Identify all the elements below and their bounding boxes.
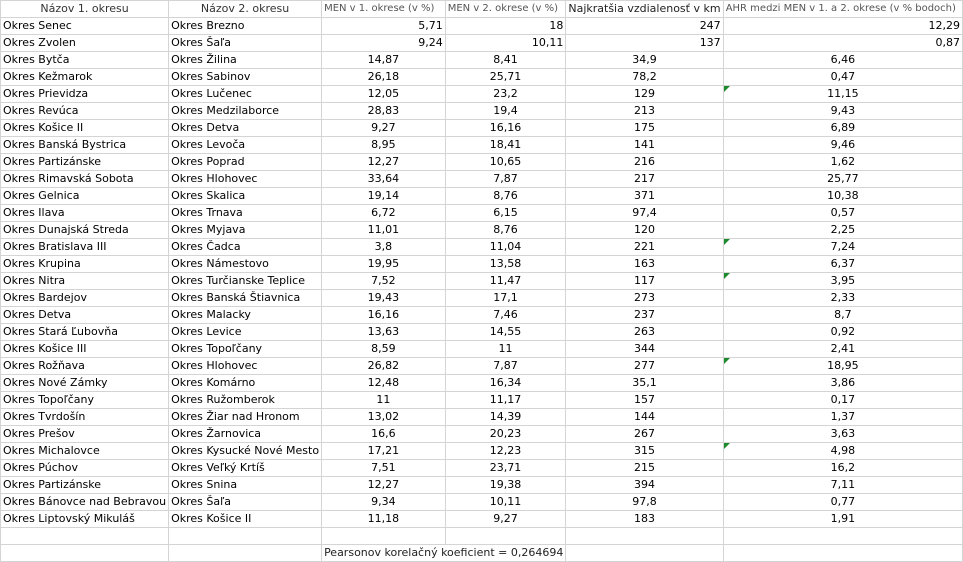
unemployment-2-cell[interactable]: 25,71 xyxy=(445,69,566,86)
table-row xyxy=(1,307,963,324)
district-1-cell[interactable]: Okres Košice III xyxy=(1,341,169,358)
district-2-cell[interactable]: Okres Malacky xyxy=(169,307,322,324)
unemployment-2-cell[interactable]: 9,27 xyxy=(445,511,566,528)
blank-row xyxy=(1,528,963,545)
district-2-cell[interactable]: Okres Myjava xyxy=(169,222,322,239)
district-1-cell[interactable]: Okres Púchov xyxy=(1,460,169,477)
distance-cell[interactable]: 120 xyxy=(566,222,723,239)
difference-cell[interactable]: 6,37 xyxy=(723,256,962,273)
district-2-cell[interactable]: Okres Ružomberok xyxy=(169,392,322,409)
unemployment-2-cell[interactable]: 7,87 xyxy=(445,171,566,188)
district-2-cell[interactable]: Okres Skalica xyxy=(169,188,322,205)
distance-cell[interactable]: 34,9 xyxy=(566,52,723,69)
header-cell-district-2[interactable]: Názov 2. okresu xyxy=(169,1,322,18)
difference-cell[interactable]: 7,11 xyxy=(723,477,962,494)
table-row xyxy=(1,392,963,409)
table-row xyxy=(1,35,963,52)
unemployment-2-cell[interactable]: 19,4 xyxy=(445,103,566,120)
unemployment-1-cell[interactable]: 7,51 xyxy=(322,460,446,477)
district-1-cell[interactable]: Okres Detva xyxy=(1,307,169,324)
unemployment-1-cell[interactable]: 8,59 xyxy=(322,341,446,358)
empty-cell[interactable] xyxy=(723,528,962,545)
difference-cell[interactable]: 3,86 xyxy=(723,375,962,392)
header-cell-unemployment-2[interactable]: MEN v 2. okrese (v %) xyxy=(445,1,566,18)
unemployment-2-cell[interactable]: 19,38 xyxy=(445,477,566,494)
table-row xyxy=(1,443,963,460)
district-2-cell[interactable]: Okres Hlohovec xyxy=(169,171,322,188)
table-row xyxy=(1,52,963,69)
district-2-cell[interactable]: Okres Žarnovica xyxy=(169,426,322,443)
district-1-cell[interactable]: Okres Michalovce xyxy=(1,443,169,460)
unemployment-2-cell[interactable]: 16,34 xyxy=(445,375,566,392)
table-row xyxy=(1,290,963,307)
empty-cell[interactable] xyxy=(566,528,723,545)
district-2-cell[interactable]: Okres Šaľa xyxy=(169,494,322,511)
difference-cell[interactable]: 9,46 xyxy=(723,137,962,154)
table-row xyxy=(1,137,963,154)
district-2-cell[interactable]: Okres Veľký Krtíš xyxy=(169,460,322,477)
distance-cell[interactable]: 344 xyxy=(566,341,723,358)
unemployment-1-cell[interactable]: 26,82 xyxy=(322,358,446,375)
unemployment-2-cell[interactable]: 8,41 xyxy=(445,52,566,69)
difference-cell[interactable]: 3,95 xyxy=(723,273,962,290)
table-row xyxy=(1,324,963,341)
empty-cell[interactable] xyxy=(1,528,169,545)
unemployment-2-cell[interactable]: 17,1 xyxy=(445,290,566,307)
district-1-cell[interactable]: Okres Senec xyxy=(1,18,169,35)
distance-cell[interactable]: 141 xyxy=(566,137,723,154)
table-row xyxy=(1,18,963,35)
difference-cell[interactable]: 1,62 xyxy=(723,154,962,171)
distance-cell[interactable]: 157 xyxy=(566,392,723,409)
unemployment-2-cell[interactable]: 23,2 xyxy=(445,86,566,103)
empty-cell[interactable] xyxy=(1,545,169,562)
difference-cell[interactable]: 0,92 xyxy=(723,324,962,341)
table-row xyxy=(1,358,963,375)
district-2-cell[interactable]: Okres Turčianske Teplice xyxy=(169,273,322,290)
district-1-cell[interactable]: Okres Ilava xyxy=(1,205,169,222)
distance-cell[interactable]: 217 xyxy=(566,171,723,188)
district-2-cell[interactable]: Okres Hlohovec xyxy=(169,358,322,375)
difference-cell[interactable]: 0,77 xyxy=(723,494,962,511)
district-1-cell[interactable]: Okres Bratislava III xyxy=(1,239,169,256)
distance-cell[interactable]: 216 xyxy=(566,154,723,171)
unemployment-1-cell[interactable]: 12,27 xyxy=(322,154,446,171)
table-row xyxy=(1,103,963,120)
district-1-cell[interactable]: Okres Prešov xyxy=(1,426,169,443)
table-row xyxy=(1,426,963,443)
unemployment-1-cell[interactable]: 12,48 xyxy=(322,375,446,392)
unemployment-2-cell[interactable]: 10,11 xyxy=(445,35,566,52)
difference-cell[interactable]: 4,98 xyxy=(723,443,962,460)
district-2-cell[interactable]: Okres Brezno xyxy=(169,18,322,35)
unemployment-2-cell[interactable]: 11 xyxy=(445,341,566,358)
unemployment-2-cell[interactable]: 23,71 xyxy=(445,460,566,477)
difference-cell[interactable]: 10,38 xyxy=(723,188,962,205)
difference-cell[interactable]: 11,15 xyxy=(723,86,962,103)
distance-cell[interactable]: 163 xyxy=(566,256,723,273)
district-2-cell[interactable]: Okres Banská Štiavnica xyxy=(169,290,322,307)
distance-cell[interactable]: 315 xyxy=(566,443,723,460)
unemployment-1-cell[interactable]: 7,52 xyxy=(322,273,446,290)
difference-cell[interactable]: 2,25 xyxy=(723,222,962,239)
distance-cell[interactable]: 267 xyxy=(566,426,723,443)
unemployment-1-cell[interactable]: 26,18 xyxy=(322,69,446,86)
unemployment-2-cell[interactable]: 14,55 xyxy=(445,324,566,341)
unemployment-2-cell[interactable]: 12,23 xyxy=(445,443,566,460)
district-1-cell[interactable]: Okres Partizánske xyxy=(1,477,169,494)
unemployment-1-cell[interactable]: 9,27 xyxy=(322,120,446,137)
distance-cell[interactable]: 213 xyxy=(566,103,723,120)
district-2-cell[interactable]: Okres Snina xyxy=(169,477,322,494)
difference-cell[interactable]: 9,43 xyxy=(723,103,962,120)
table-row xyxy=(1,477,963,494)
table-row xyxy=(1,222,963,239)
unemployment-1-cell[interactable]: 19,14 xyxy=(322,188,446,205)
district-2-cell[interactable]: Okres Detva xyxy=(169,120,322,137)
unemployment-1-cell[interactable]: 33,64 xyxy=(322,171,446,188)
unemployment-1-cell[interactable]: 19,95 xyxy=(322,256,446,273)
distance-cell[interactable]: 371 xyxy=(566,188,723,205)
unemployment-1-cell[interactable]: 9,24 xyxy=(322,35,446,52)
district-1-cell[interactable]: Okres Gelnica xyxy=(1,188,169,205)
unemployment-1-cell[interactable]: 19,43 xyxy=(322,290,446,307)
unemployment-2-cell[interactable]: 16,16 xyxy=(445,120,566,137)
unemployment-1-cell[interactable]: 11,01 xyxy=(322,222,446,239)
unemployment-2-cell[interactable]: 11,17 xyxy=(445,392,566,409)
district-1-cell[interactable]: Okres Prievidza xyxy=(1,86,169,103)
header-cell-difference[interactable]: AHR medzi MEN v 1. a 2. okrese (v % bodoch) xyxy=(723,1,962,18)
table-row xyxy=(1,375,963,392)
difference-cell[interactable]: 0,17 xyxy=(723,392,962,409)
unemployment-2-cell[interactable]: 10,65 xyxy=(445,154,566,171)
district-1-cell[interactable]: Okres Revúca xyxy=(1,103,169,120)
table-row xyxy=(1,171,963,188)
unemployment-1-cell[interactable]: 17,21 xyxy=(322,443,446,460)
table-row xyxy=(1,460,963,477)
empty-cell[interactable] xyxy=(322,528,446,545)
district-1-cell[interactable]: Okres Liptovský Mikuláš xyxy=(1,511,169,528)
district-2-cell[interactable]: Okres Topoľčany xyxy=(169,341,322,358)
unemployment-1-cell[interactable]: 16,16 xyxy=(322,307,446,324)
unemployment-2-cell[interactable]: 11,47 xyxy=(445,273,566,290)
district-1-cell[interactable]: Okres Dunajská Streda xyxy=(1,222,169,239)
table-row xyxy=(1,341,963,358)
district-1-cell[interactable]: Okres Nové Zámky xyxy=(1,375,169,392)
unemployment-2-cell[interactable]: 18,41 xyxy=(445,137,566,154)
district-2-cell[interactable]: Okres Námestovo xyxy=(169,256,322,273)
table-row xyxy=(1,273,963,290)
unemployment-1-cell[interactable]: 8,95 xyxy=(322,137,446,154)
difference-cell[interactable]: 3,63 xyxy=(723,426,962,443)
distance-cell[interactable]: 215 xyxy=(566,460,723,477)
distance-cell[interactable]: 129 xyxy=(566,86,723,103)
distance-cell[interactable]: 247 xyxy=(566,18,723,35)
unemployment-2-cell[interactable]: 6,15 xyxy=(445,205,566,222)
unemployment-1-cell[interactable]: 13,02 xyxy=(322,409,446,426)
footer-row xyxy=(1,545,963,562)
district-2-cell[interactable]: Okres Sabinov xyxy=(169,69,322,86)
difference-cell[interactable]: 0,87 xyxy=(723,35,962,52)
difference-cell[interactable]: 7,24 xyxy=(723,239,962,256)
table-row xyxy=(1,511,963,528)
district-1-cell[interactable]: Okres Banská Bystrica xyxy=(1,137,169,154)
district-1-cell[interactable]: Okres Košice II xyxy=(1,120,169,137)
district-2-cell[interactable]: Okres Lučenec xyxy=(169,86,322,103)
unemployment-1-cell[interactable]: 14,87 xyxy=(322,52,446,69)
table-row xyxy=(1,188,963,205)
unemployment-1-cell[interactable]: 12,05 xyxy=(322,86,446,103)
district-1-cell[interactable]: Okres Bytča xyxy=(1,52,169,69)
unemployment-1-cell[interactable]: 5,71 xyxy=(322,18,446,35)
table-row xyxy=(1,120,963,137)
unemployment-1-cell[interactable]: 3,8 xyxy=(322,239,446,256)
unemployment-1-cell[interactable]: 9,34 xyxy=(322,494,446,511)
district-1-cell[interactable]: Okres Krupina xyxy=(1,256,169,273)
district-1-cell[interactable]: Okres Rimavská Sobota xyxy=(1,171,169,188)
table-row xyxy=(1,154,963,171)
difference-cell[interactable]: 6,89 xyxy=(723,120,962,137)
difference-cell[interactable]: 1,91 xyxy=(723,511,962,528)
table-row xyxy=(1,409,963,426)
table-row xyxy=(1,256,963,273)
district-1-cell[interactable]: Okres Nitra xyxy=(1,273,169,290)
unemployment-2-cell[interactable]: 14,39 xyxy=(445,409,566,426)
table-row xyxy=(1,239,963,256)
difference-cell[interactable]: 25,77 xyxy=(723,171,962,188)
table-row xyxy=(1,494,963,511)
difference-cell[interactable]: 0,57 xyxy=(723,205,962,222)
district-1-cell[interactable]: Okres Tvrdošín xyxy=(1,409,169,426)
district-2-cell[interactable]: Okres Kysucké Nové Mesto xyxy=(169,443,322,460)
distance-cell[interactable]: 97,8 xyxy=(566,494,723,511)
district-2-cell[interactable]: Okres Žiar nad Hronom xyxy=(169,409,322,426)
header-cell-district-1[interactable]: Názov 1. okresu xyxy=(1,1,169,18)
distance-cell[interactable]: 273 xyxy=(566,290,723,307)
unemployment-1-cell[interactable]: 11,18 xyxy=(322,511,446,528)
empty-cell[interactable] xyxy=(445,528,566,545)
district-2-cell[interactable]: Okres Poprad xyxy=(169,154,322,171)
unemployment-2-cell[interactable]: 8,76 xyxy=(445,222,566,239)
unemployment-2-cell[interactable]: 13,58 xyxy=(445,256,566,273)
district-2-cell[interactable]: Okres Komárno xyxy=(169,375,322,392)
table-row xyxy=(1,69,963,86)
district-2-cell[interactable]: Okres Levice xyxy=(169,324,322,341)
distance-cell[interactable]: 137 xyxy=(566,35,723,52)
pearson-coefficient-cell[interactable]: Pearsonov korelačný koeficient = 0,264694 xyxy=(322,545,566,562)
distance-cell[interactable]: 221 xyxy=(566,239,723,256)
difference-cell[interactable]: 1,37 xyxy=(723,409,962,426)
district-1-cell[interactable]: Okres Zvolen xyxy=(1,35,169,52)
empty-cell[interactable] xyxy=(169,528,322,545)
difference-cell[interactable]: 12,29 xyxy=(723,18,962,35)
unemployment-2-cell[interactable]: 18 xyxy=(445,18,566,35)
distance-cell[interactable]: 263 xyxy=(566,324,723,341)
distance-cell[interactable]: 175 xyxy=(566,120,723,137)
district-2-cell[interactable]: Okres Žilina xyxy=(169,52,322,69)
distance-cell[interactable]: 97,4 xyxy=(566,205,723,222)
unemployment-1-cell[interactable]: 28,83 xyxy=(322,103,446,120)
unemployment-2-cell[interactable]: 8,76 xyxy=(445,188,566,205)
distance-cell[interactable]: 237 xyxy=(566,307,723,324)
table-row xyxy=(1,205,963,222)
unemployment-1-cell[interactable]: 12,27 xyxy=(322,477,446,494)
district-2-cell[interactable]: Okres Medzilaborce xyxy=(169,103,322,120)
distance-cell[interactable]: 117 xyxy=(566,273,723,290)
district-2-cell[interactable]: Okres Levoča xyxy=(169,137,322,154)
district-2-cell[interactable]: Okres Šaľa xyxy=(169,35,322,52)
difference-cell[interactable]: 2,33 xyxy=(723,290,962,307)
unemployment-2-cell[interactable]: 10,11 xyxy=(445,494,566,511)
difference-cell[interactable]: 0,47 xyxy=(723,69,962,86)
unemployment-2-cell[interactable]: 7,46 xyxy=(445,307,566,324)
district-1-cell[interactable]: Okres Bardejov xyxy=(1,290,169,307)
header-cell-distance[interactable]: Najkratšia vzdialenosť v km xyxy=(566,1,723,18)
district-2-cell[interactable]: Okres Košice II xyxy=(169,511,322,528)
table-row xyxy=(1,86,963,103)
empty-cell[interactable] xyxy=(723,545,962,562)
distance-cell[interactable]: 144 xyxy=(566,409,723,426)
difference-cell[interactable]: 8,7 xyxy=(723,307,962,324)
difference-cell[interactable]: 2,41 xyxy=(723,341,962,358)
distance-cell[interactable]: 277 xyxy=(566,358,723,375)
district-1-cell[interactable]: Okres Topoľčany xyxy=(1,392,169,409)
district-1-cell[interactable]: Okres Rožňava xyxy=(1,358,169,375)
distance-cell[interactable]: 183 xyxy=(566,511,723,528)
empty-cell[interactable] xyxy=(566,545,723,562)
district-1-cell[interactable]: Okres Kežmarok xyxy=(1,69,169,86)
empty-cell[interactable] xyxy=(169,545,322,562)
header-row xyxy=(1,1,963,18)
district-2-cell[interactable]: Okres Čadca xyxy=(169,239,322,256)
difference-cell[interactable]: 6,46 xyxy=(723,52,962,69)
distance-cell[interactable]: 78,2 xyxy=(566,69,723,86)
unemployment-1-cell[interactable]: 11 xyxy=(322,392,446,409)
difference-cell[interactable]: 16,2 xyxy=(723,460,962,477)
difference-cell[interactable]: 18,95 xyxy=(723,358,962,375)
unemployment-2-cell[interactable]: 7,87 xyxy=(445,358,566,375)
distance-cell[interactable]: 394 xyxy=(566,477,723,494)
unemployment-2-cell[interactable]: 11,04 xyxy=(445,239,566,256)
district-1-cell[interactable]: Okres Stará Ľubovňa xyxy=(1,324,169,341)
district-1-cell[interactable]: Okres Bánovce nad Bebravou xyxy=(1,494,169,511)
unemployment-1-cell[interactable]: 16,6 xyxy=(322,426,446,443)
unemployment-1-cell[interactable]: 13,63 xyxy=(322,324,446,341)
unemployment-1-cell[interactable]: 6,72 xyxy=(322,205,446,222)
distance-cell[interactable]: 35,1 xyxy=(566,375,723,392)
district-1-cell[interactable]: Okres Partizánske xyxy=(1,154,169,171)
unemployment-2-cell[interactable]: 20,23 xyxy=(445,426,566,443)
district-2-cell[interactable]: Okres Trnava xyxy=(169,205,322,222)
header-cell-unemployment-1[interactable]: MEN v 1. okrese (v %) xyxy=(322,1,446,18)
